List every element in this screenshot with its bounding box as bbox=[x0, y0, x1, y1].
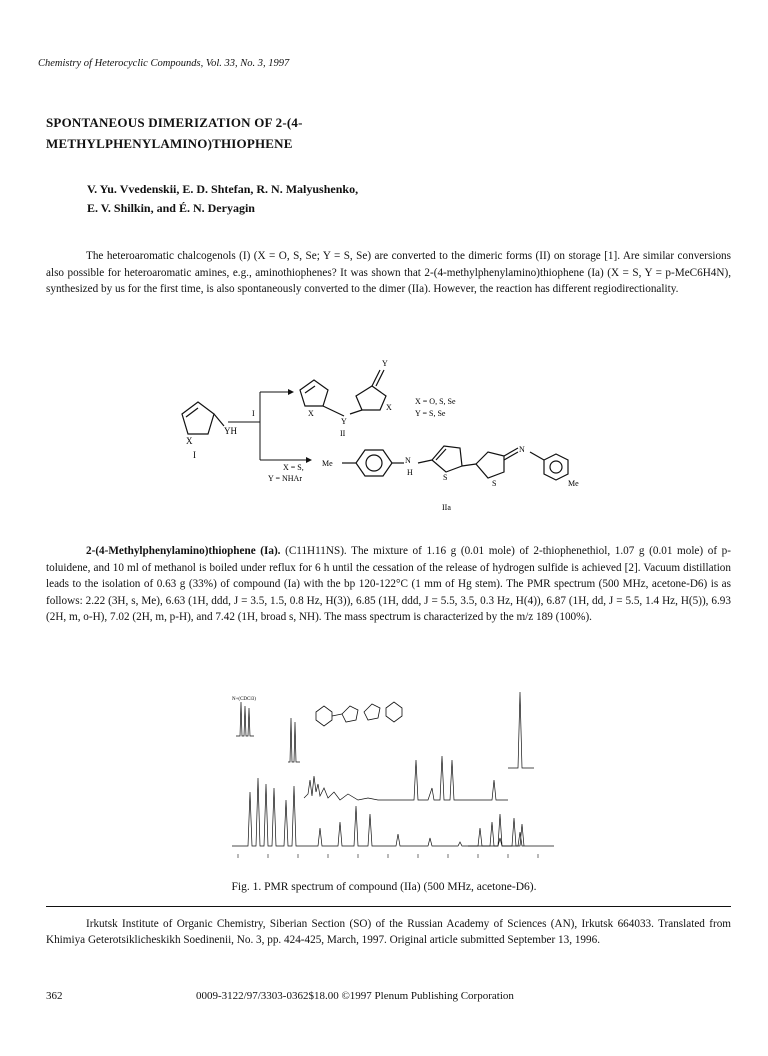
spectrum-expansion-mid bbox=[288, 718, 300, 762]
journal-header: Chemistry of Heterocyclic Compounds, Vol. 33, No. 3, 1997 bbox=[38, 58, 290, 69]
compound-IIa-structure bbox=[342, 446, 568, 480]
condition-bottom: Y = S, Se bbox=[415, 409, 446, 418]
pmr-spectrum-figure bbox=[228, 688, 556, 864]
label-compound-II: II bbox=[340, 429, 346, 438]
spectrum-singlet-right bbox=[508, 692, 534, 768]
experimental-body: (C11H11NS). The mixture of 1.16 g (0.01 mole) of 2-thiophenethiol, 1.07 g (0.01 mole) of p-toluidene, and 10 ml of methanol is boiled under reflux for 6 h until the cessation of the release of hydrogen sulfide is achieved [2]. Vacuum distillation leads to the isolation of 0.63 g (33%) of compound (Ia) with the bp 120-122°C (1 mm of Hg stem). The PMR spectrum (500 MHz, acetone-D6) is as follows: 2.22 (3H, s, Me), 6.63 (1H, ddd, J = 3.5, 1.5, 0.8 Hz, H(3)), 6.85 (1H, ddd, J = 5.5, 3.5, 0.3 Hz, H(4)), 6.87 (1H, dd, J = 5.5, 1.4 Hz, H(5)), 6.93 (2H, m, o-H), 7.02 (2H, m, p-H), and 7.42 (1H, broad s, NH). The mass spectrum is characterized by the m/z 189 (100%). bbox=[46, 545, 731, 624]
spectrum-multiplet-lower bbox=[468, 814, 524, 846]
branch-arrows bbox=[228, 392, 306, 460]
atom-N-imine: N bbox=[519, 445, 525, 454]
arrow-head-lower bbox=[306, 457, 312, 463]
spectrum-axis-ticks bbox=[238, 854, 538, 858]
label-compound-IIa: IIa bbox=[442, 503, 451, 512]
atom-YH-label: YH bbox=[224, 426, 237, 436]
condition-x: X = S, bbox=[283, 463, 304, 472]
atom-S-ring1: S bbox=[443, 473, 448, 482]
condition-y: Y = NHAr bbox=[268, 474, 302, 483]
arrow-head-upper bbox=[288, 389, 294, 395]
atom-Y-II-bridge: Y bbox=[341, 417, 347, 426]
copyright-line: 0009-3122/97/3303-0362$18.00 ©1997 Plenum Publishing Corporation bbox=[196, 990, 514, 1002]
article-title bbox=[46, 112, 566, 154]
intro-paragraph: The heteroaromatic chalcogenols (I) (X = O, S, Se; Y = S, Se) are converted to the dimeric forms (II) on storage [1]. Are similar conversions also possible for heteroaromatic amines, e.g., aminothiophenes? It was shown that 2-(4-methylphenylamino)thiophene (Ia) (X = S, Y = p-MeC6H4N), synthesized by us for the first time, is also spontaneously converted to the dimer (IIa). However, the reaction has different regiodirectionality. bbox=[46, 250, 731, 296]
experimental-paragraph bbox=[46, 543, 731, 626]
page-number: 362 bbox=[46, 990, 63, 1002]
atom-H-amine: H bbox=[407, 468, 413, 477]
atom-Y-II-top: Y bbox=[382, 359, 388, 368]
compound-I-structure bbox=[182, 402, 224, 434]
affiliation-footnote: Irkutsk Institute of Organic Chemistry, Siberian Section (SO) of the Russian Academy of Sciences (AN), Irkutsk 664033. Translated from Khimiya Geterotsiklicheskikh Soedinenii, No. 3, pp. 424-425, March, 1997. Original article submitted September 13, 1996. bbox=[46, 918, 731, 946]
condition-top: X = O, S, Se bbox=[415, 397, 456, 406]
atom-X-II-ring1: X bbox=[308, 409, 314, 418]
atom-Me-left: Me bbox=[322, 459, 333, 468]
spectrum-trace-main bbox=[232, 778, 554, 846]
authors-line-2: E. V. Shilkin, and É. N. Deryagin bbox=[87, 201, 255, 215]
title-line-1: SPONTANEOUS DIMERIZATION OF 2-(4- bbox=[46, 115, 303, 130]
reaction-scheme bbox=[160, 352, 620, 522]
atom-S-ring2: S bbox=[492, 479, 497, 488]
authors-line-1: V. Yu. Vvedenskii, E. D. Shtefan, R. N. Malyushenko, bbox=[87, 182, 359, 196]
footnote-divider bbox=[46, 906, 731, 907]
article-authors bbox=[87, 180, 507, 218]
spectrum-expansion-left bbox=[236, 702, 254, 736]
title-line-2: METHYLPHENYLAMINO)THIOPHENE bbox=[46, 136, 293, 151]
spectrum-aromatic-region bbox=[304, 756, 508, 800]
atom-Me-right: Me bbox=[568, 479, 579, 488]
atom-X-label: X bbox=[186, 436, 193, 446]
experimental-heading: 2-(4-Methylphenylamino)thiophene (Ia). bbox=[86, 545, 281, 557]
spectrum-solvent-label: N+(CDCl3) bbox=[232, 697, 256, 702]
arrow-label: I bbox=[252, 409, 255, 418]
atom-N-amine: N bbox=[405, 456, 411, 465]
figure-caption: Fig. 1. PMR spectrum of compound (IIa) (500 MHz, acetone-D6). bbox=[231, 881, 537, 893]
atom-X-II-ring2: X bbox=[386, 403, 392, 412]
spectrum-inset-structure bbox=[316, 702, 402, 726]
label-compound-I: I bbox=[193, 450, 196, 460]
